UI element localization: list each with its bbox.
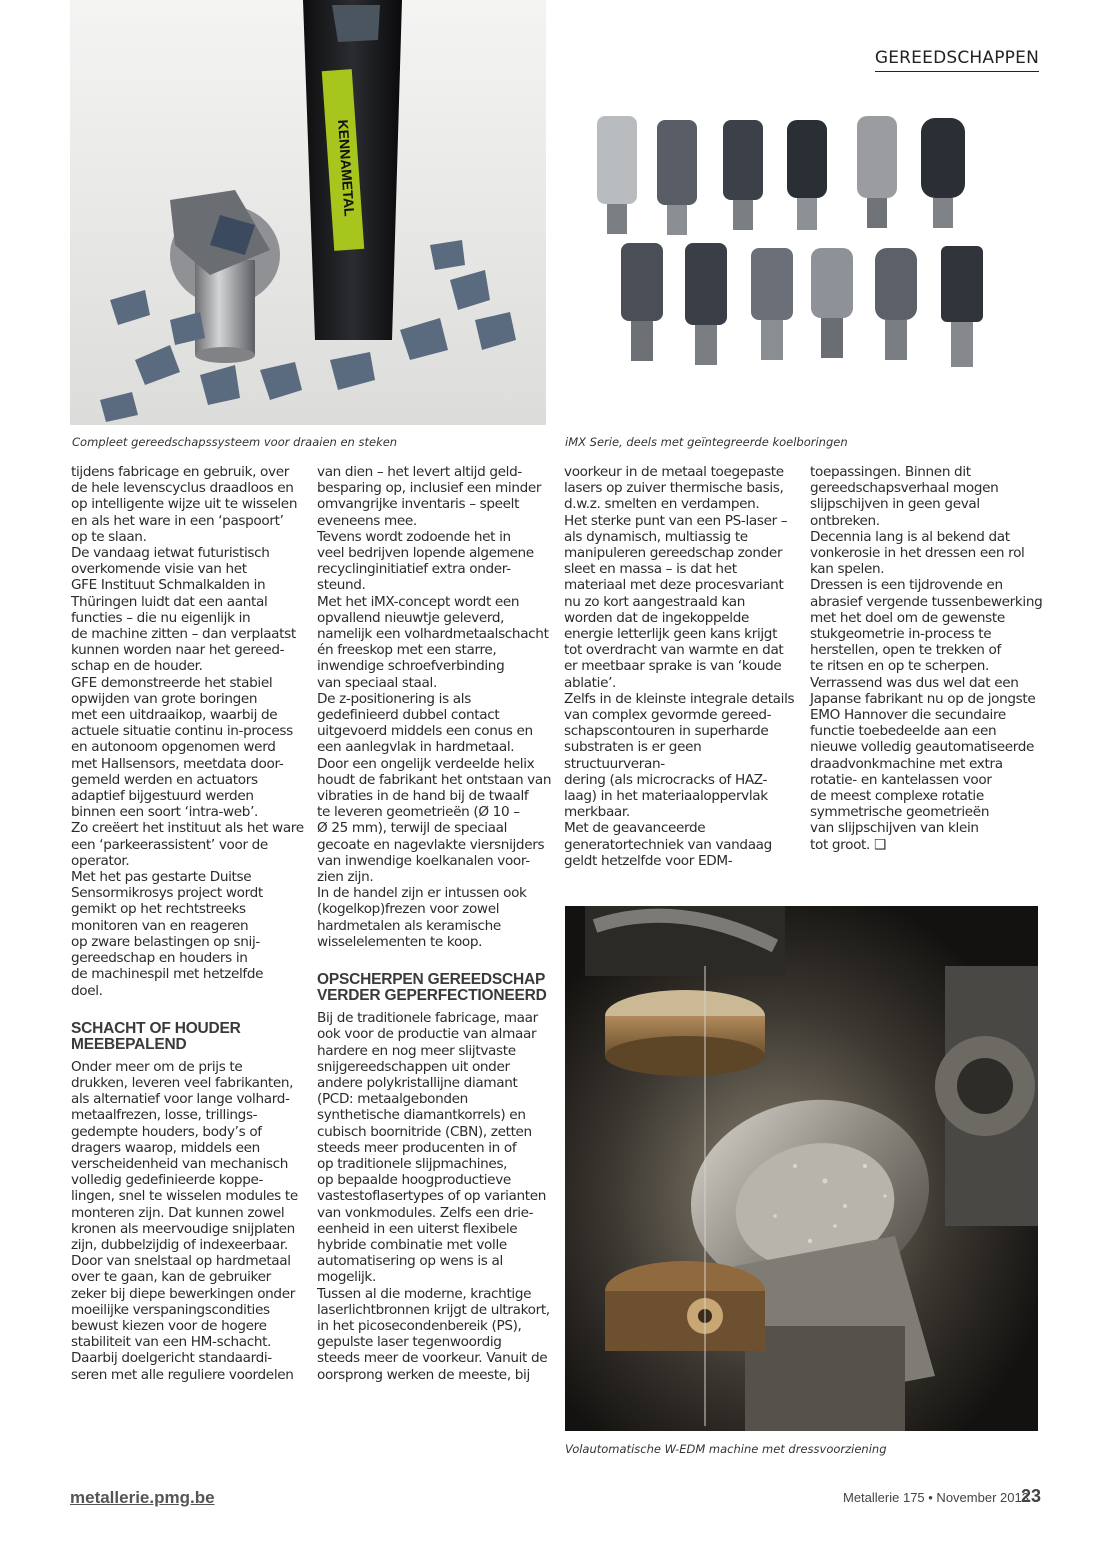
section-title: GEREEDSCHAPPEN [875,48,1039,72]
footer-website-link[interactable]: metallerie.pmg.be [70,1488,215,1507]
page-number: 23 [1021,1486,1042,1506]
paragraph: Verrassend was dus wel dat een Japanse fabrikant nu op de jongste EMO Hannover die secundaire functie toebedeelde aan een nieuwe volledig geautomatiseerde draadvonkmachine met extra rotatie- en kantelassen voor de meest complexe rotatie symmetrische geometrieën van slijpschijven van klein tot groot. ❑ [810,674,1036,853]
section-heading: OPSCHERPEN GEREEDSCHAP VERDER GEPERFECTIONEERD [317,971,547,1005]
paragraph: Tevens wordt zodoende het in veel bedrijven lopende algemene recyclinginitiatief extra onder- steund. [317,528,534,594]
paragraph: Decennia lang is al bekend dat vonkerosie in het dressen een rol kan spelen. [810,528,1025,578]
imx-series-photo [585,108,1045,378]
paragraph: Met het iMX-concept wordt een opvallend nieuwtje geleverd, namelijk een volhardmetaalschacht én freeskop met een starre, inwendige schroefverbinding van speciaal staal. [317,593,549,691]
paragraph: Door een ongelijk verdeelde helix houdt de fabrikant het ontstaan van vibraties in de hand bij de twaalf te leveren geometrieën (Ø 10 – Ø 25 mm), terwijl de speciaal gecoate en nagevlakte viersnijders van inwendige koelkanalen voor- zien zijn. [317,755,552,886]
paragraph: Onder meer om de prijs te drukken, leveren veel fabrikanten, als alternatief voor lange volhard- metaalfrezen, losse, trillings- gedempte houders, body’s of dragers waarop, middels een verscheidenheid van mechanisch volledig gedefinieerde koppe- lingen, snel te wisselen modules te monteren zijn. Dat kunnen zowel kronen als meervoudige snijplaten zijn, dubbelzijdig of indexeerbaar. Door van snelstaal op hardmetaal over te gaan, kan de gebruiker zeker bij diepe bewerkingen onder moeilijke verspaningscondities bewust kiezen voor de hogere stabiliteit van een HM-schacht. Daarbij doelgericht standaardi- seren met alle reguliere voordelen [71,1058,298,1383]
paragraph: GFE demonstreerde het stabiel opwijden van grote boringen met een uitdraaikop, waarbij de actuele situatie continu in-process en autonoom opgenomen werd met Hallsensors, meetdata door- gemeld werden en actuators adaptief bijgestuurd werden binnen een soort ‘intra-web’. [71,674,293,821]
paragraph: Met de geavanceerde generatortechniek van vandaag geldt hetzelfde voor EDM- [564,820,772,869]
paragraph: De z-positionering is als gedefinieerd dubbel contact uitgevoerd middels een conus en een aanlegvlak in hardmetaal. [317,690,533,756]
paragraph: Zo creëert het instituut als het ware een ‘parkeerassistent’ voor de operator. [71,820,304,869]
paragraph: voorkeur in de metaal toegepaste lasers op zuiver thermische basis, d.w.z. smelten en verdampen. [564,464,784,513]
paragraph: Bij de traditionele fabricage, maar ook voor de productie van almaar hardere en nog meer slijtvaste snijgereedschappen uit onder andere polykristallijne diamant (PCD: metaalgebonden synthetische diamantkorrels) en cubisch boornitride (CBN), zetten steeds meer producenten in of op traditionele slijpmachines, op bepaalde hoogproductieve vastestoflasertypes of op varianten van vonkmodules. Zelfs een drie- eenheid in een uiterst flexibele hybride combinatie met volle automatisering op wens is al mogelijk. [317,1010,547,1286]
paragraph: Dressen is een tijdrovende en abrasief vergende tussenbewerking met het doel om de gewenste stukgeometrie in-process te herstellen, open te trekken of te ritsen en op te scherpen. [810,577,1043,675]
wedm-machine-photo [565,906,1038,1431]
paragraph: Zelfs in de kleinste integrale details van complex gevormde gereed- schapscontouren in superharde substraten is er geen structuurveran- dering (als microcracks of HAZ- laag) in het materiaaloppervlak merkbaar. [564,690,795,821]
tooling-system-caption: Compleet gereedschapssysteem voor draaien en steken [72,435,398,449]
article-column-3 [564,464,800,869]
article-column-1 [71,464,306,1383]
section-heading: SCHACHT OF HOUDER MEEBEPALEND [71,1019,241,1053]
paragraph: Tussen al die moderne, krachtige laserlichtbronnen krijgt de ultrakort, in het picosecondenbereik (PS), gepulste laser tegenwoordig steeds meer de voorkeur. Vanuit de oorsprong werken de meeste, bij [317,1285,550,1383]
paragraph: tijdens fabricage en gebruik, over de hele levenscyclus draadloos en op intelligente wijze uit te wisselen en als het ware in een ‘paspoort’ op te slaan. [71,464,298,545]
footer-issue-info: Metallerie 175 • November 2013 [843,1490,1029,1505]
paragraph: Het sterke punt van een PS-laser – als dynamisch, multiassig te manipuleren gereedschap zonder sleet en massa – is dat het materiaal met deze procesvariant nu zo kort aangestraald kan worden dat de ingekoppelde energie letterlijk geen kans krijgt tot overdracht van warmte en dat er meetbaar sprake is van ‘koude ablatie’. [564,512,788,691]
paragraph: toepassingen. Binnen dit gereedschapsverhaal mogen slijpschijven in geen geval ontbreken. [810,464,999,529]
article-column-2 [317,464,553,1383]
svg-text:KENNAMETAL: KENNAMETAL [335,119,358,217]
article-column-4 [810,464,1046,853]
paragraph: Met het pas gestarte Duitse Sensormikrosys project wordt gemikt op het rechtstreeks monitoren van en reageren op zware belastingen op snij- gereedschap en houders in de machinespil met hetzelfde doel. [71,869,264,999]
paragraph: De vandaag ietwat futuristisch overkomende visie van het GFE Instituut Schmalkalden in Thüringen luidt dat een aantal functies – die nu eigenlijk in de machine zitten – dan verplaatst kunnen worden naar het gereed- schap en de houder. [71,545,296,675]
paragraph: van dien – het levert altijd geld- besparing op, inclusief een minder omvangrijke inventaris – speelt eveneens mee. [317,464,542,529]
wedm-machine-caption: Volautomatische W-EDM machine met dressvoorziening [565,1442,887,1456]
tooling-system-photo [70,0,546,425]
imx-series-caption: iMX Serie, deels met geïntegreerde koelboringen [565,435,848,449]
paragraph: In de handel zijn er intussen ook (kogelkop)frezen voor zowel hardmetalen als keramische wisselelementen te koop. [317,885,527,950]
